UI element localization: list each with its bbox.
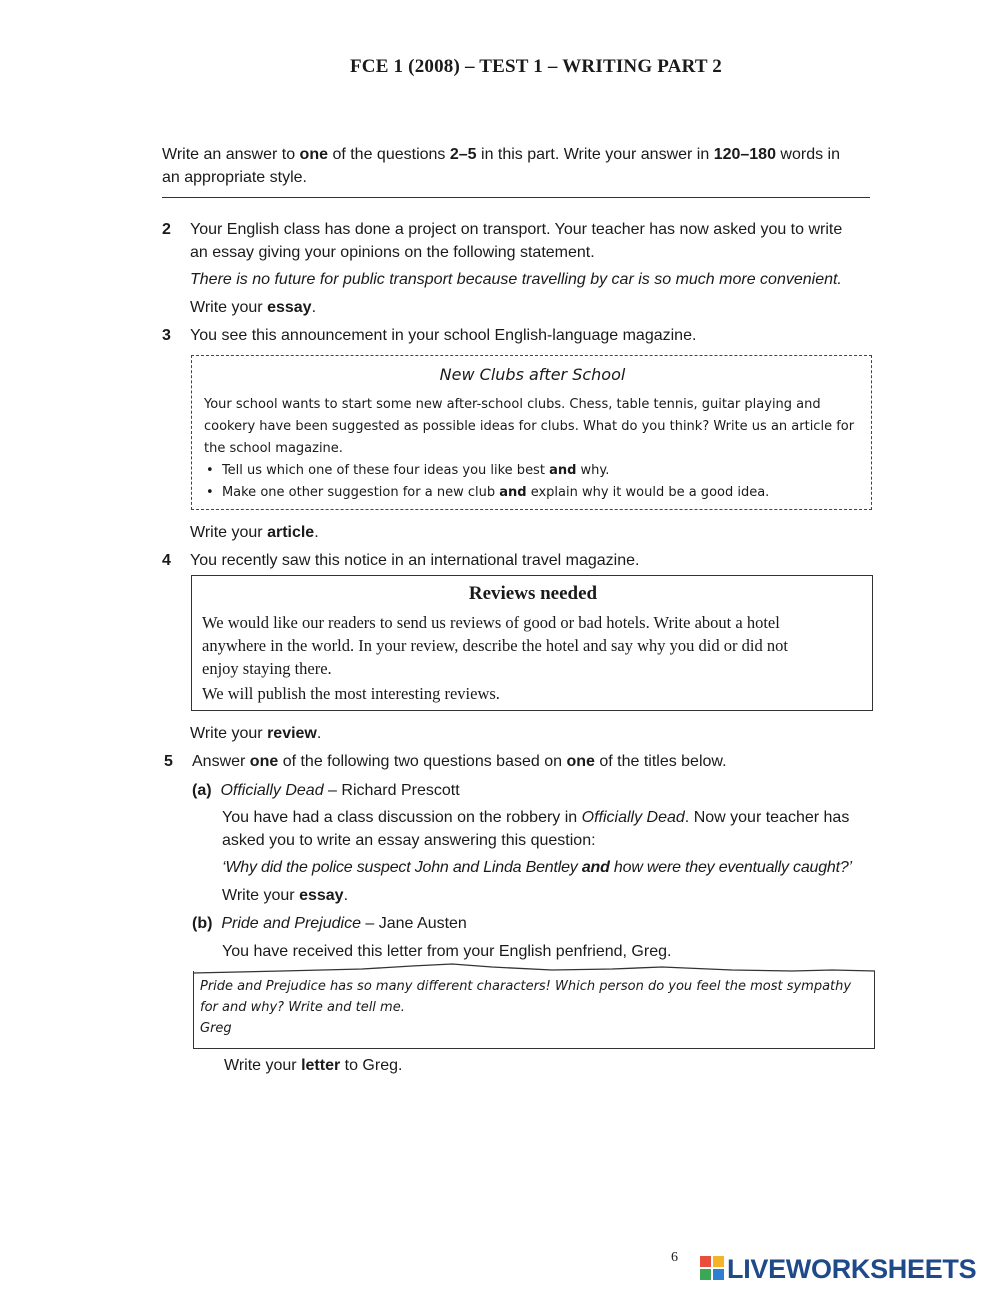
notice-title: Reviews needed	[468, 583, 598, 604]
question-5a-task: Write your essay.	[222, 887, 349, 904]
letter-signature: Greg	[200, 1021, 232, 1036]
announcement-body: Your school wants to start some new after-school clubs. Chess, table tennis, guitar playing and cookery have been suggested as possible ideas for clubs. What do you think? Write us an article for the school magazine. • Tell us which one of these four ideas you like best and why. • Make one other suggestion for a new club and explain why it would be a good idea.	[204, 394, 864, 504]
liveworksheets-wordmark: LIVEWORKSHEETS	[727, 1254, 977, 1284]
question-5b-task: Write your letter to Greg.	[224, 1057, 403, 1074]
letter-body: Pride and Prejudice has so many different characters! Which person do you feel the most sympathy for and why? Write and tell me. Greg	[200, 976, 865, 1039]
question-5a-question: ‘Why did the police suspect John and Linda Bentley and how were they eventually caught?’	[222, 859, 852, 876]
question-5b-heading: (b) Pride and Prejudice – Jane Austen	[192, 915, 467, 932]
question-2-task: Write your essay.	[190, 299, 317, 316]
question-3-number: 3	[162, 327, 171, 344]
question-5a-body: You have had a class discussion on the robbery in Officially Dead. Now your teacher has asked you to write an essay answering this question: ‘Why did the police suspect John and Linda Bentley and how were they eventually caught?’ Write your essay.	[222, 806, 882, 907]
letter-box	[193, 971, 875, 1049]
question-2: Your English class has done a project on transport. Your teacher has now asked you to write an essay giving your opinions on the following statement. There is no future for public transport because travelling by car is so much more convenient. Write your essay.	[190, 218, 880, 319]
question-2-statement: There is no future for public transport because travelling by car is so much more convenient.	[190, 271, 842, 288]
question-3-task: Write your article.	[190, 524, 319, 541]
announcement-bullet-2: • Make one other suggestion for a new club and explain why it would be a good idea.	[206, 485, 770, 500]
question-5a-heading: (a) Officially Dead – Richard Prescott	[192, 782, 460, 799]
announcement-bullet-1: • Tell us which one of these four ideas you like best and why.	[206, 463, 610, 478]
page-title: FCE 1 (2008) – TEST 1 – WRITING PART 2	[349, 56, 723, 77]
instructions-line-2: an appropriate style.	[162, 169, 307, 186]
liveworksheets-logo-icon	[700, 1256, 724, 1280]
question-5-prompt: Answer one of the following two questions based on one of the titles below.	[192, 753, 727, 770]
notice-body: We would like our readers to send us reviews of good or bad hotels. Write about a hotel anywhere in the world. In your review, describe the hotel and say why you did or did not enjoy staying there. We will publish the most interesting reviews.	[202, 613, 788, 703]
question-3-prompt: You see this announcement in your school English-language magazine.	[190, 327, 697, 344]
page-number: 6	[671, 1250, 678, 1265]
question-5-number: 5	[164, 753, 173, 770]
instructions-line-1: Write an answer to one of the questions 2–5 in this part. Write your answer in 120–180 words in	[162, 146, 841, 163]
announcement-title: New Clubs after School	[439, 365, 626, 384]
question-2-number: 2	[162, 221, 171, 238]
question-4-prompt: You recently saw this notice in an international travel magazine.	[190, 552, 640, 569]
divider	[162, 197, 870, 198]
question-4-task: Write your review.	[190, 725, 322, 742]
question-5b-prompt: You have received this letter from your English penfriend, Greg.	[222, 943, 672, 960]
notice-box	[191, 575, 873, 711]
announcement-box	[191, 355, 872, 510]
instructions	[162, 143, 882, 189]
question-4-number: 4	[162, 552, 171, 569]
